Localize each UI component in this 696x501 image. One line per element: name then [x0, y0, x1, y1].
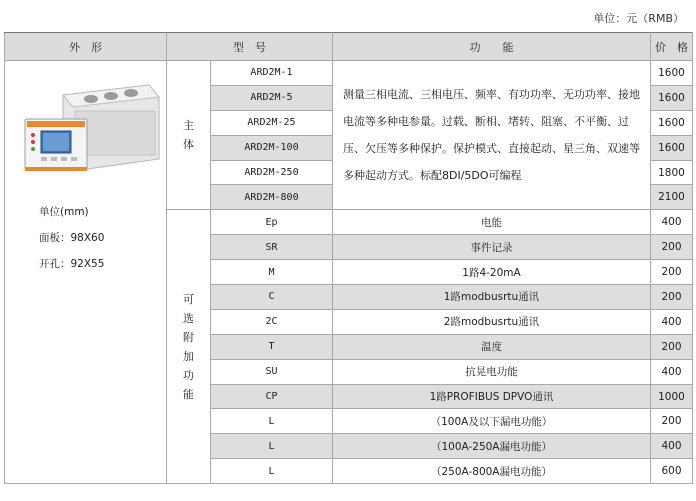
function-cell: （100A-250A漏电功能）	[333, 434, 651, 459]
header-price: 价 格	[651, 33, 693, 61]
model-cell: ARD2M-5	[211, 85, 333, 110]
model-cell: M	[211, 260, 333, 285]
header-model: 型 号	[167, 33, 333, 61]
function-cell: 温度	[333, 334, 651, 359]
price-cell: 400	[651, 210, 693, 235]
panel-size: 面板：98X60	[39, 232, 105, 244]
dimensions-block	[5, 199, 166, 277]
function-cell: 电能	[333, 210, 651, 235]
price-cell: 200	[651, 334, 693, 359]
function-cell: （100A及以下漏电功能）	[333, 409, 651, 434]
price-cell: 1000	[651, 384, 693, 409]
price-cell: 400	[651, 359, 693, 384]
model-cell: C	[211, 285, 333, 310]
function-cell: （250A-800A漏电功能）	[333, 459, 651, 484]
model-cell: L	[211, 409, 333, 434]
model-cell: ARD2M-800	[211, 185, 333, 210]
model-cell: L	[211, 459, 333, 484]
function-cell: 事件记录	[333, 235, 651, 260]
dimension-unit: 单位(mm)	[39, 206, 89, 218]
model-cell: ARD2M-25	[211, 110, 333, 135]
price-cell: 1600	[651, 85, 693, 110]
price-cell: 400	[651, 434, 693, 459]
function-cell: 1路4-20mA	[333, 260, 651, 285]
price-cell: 1600	[651, 110, 693, 135]
price-cell: 200	[651, 409, 693, 434]
price-cell: 200	[651, 235, 693, 260]
table-row	[5, 61, 693, 86]
cutout-size: 开孔：92X55	[39, 258, 105, 270]
main-group-label: 主 体	[167, 61, 211, 210]
function-cell: 1路PROFIBUS DPVO通讯	[333, 384, 651, 409]
model-cell: ARD2M-100	[211, 135, 333, 160]
model-cell: Ep	[211, 210, 333, 235]
optional-group-label: 可 选 附 加 功 能	[167, 210, 211, 484]
price-cell: 200	[651, 285, 693, 310]
price-cell: 600	[651, 459, 693, 484]
model-cell: ARD2M-1	[211, 61, 333, 86]
model-cell: T	[211, 334, 333, 359]
price-cell: 1600	[651, 61, 693, 86]
header-function: 功 能	[333, 33, 651, 61]
model-cell: ARD2M-250	[211, 160, 333, 185]
product-image	[11, 67, 161, 192]
function-cell: 1路modbusrtu通讯	[333, 285, 651, 310]
price-table	[4, 32, 693, 484]
model-cell: CP	[211, 384, 333, 409]
price-cell: 1800	[651, 160, 693, 185]
function-cell: 抗晃电功能	[333, 359, 651, 384]
header-outline: 外 形	[5, 33, 167, 61]
table-header-row	[5, 33, 693, 61]
model-cell: SU	[211, 359, 333, 384]
product-outline-cell	[5, 61, 167, 484]
price-cell: 2100	[651, 185, 693, 210]
model-cell: SR	[211, 235, 333, 260]
price-cell: 1600	[651, 135, 693, 160]
function-cell: 2路modbusrtu通讯	[333, 309, 651, 334]
main-description: 测量三相电流、三相电压、频率、有功功率、无功功率、接地电流等多种电参量。过载、断相、堵转、阻塞、不平衡、过压、欠压等多种保护。保护模式、直接起动、星三角、双速等多种起动方式。标配8DI/5DO可编程	[333, 61, 651, 210]
model-cell: L	[211, 434, 333, 459]
unit-note: 单位：元（RMB）	[593, 12, 684, 25]
price-cell: 400	[651, 309, 693, 334]
price-cell: 200	[651, 260, 693, 285]
model-cell: 2C	[211, 309, 333, 334]
